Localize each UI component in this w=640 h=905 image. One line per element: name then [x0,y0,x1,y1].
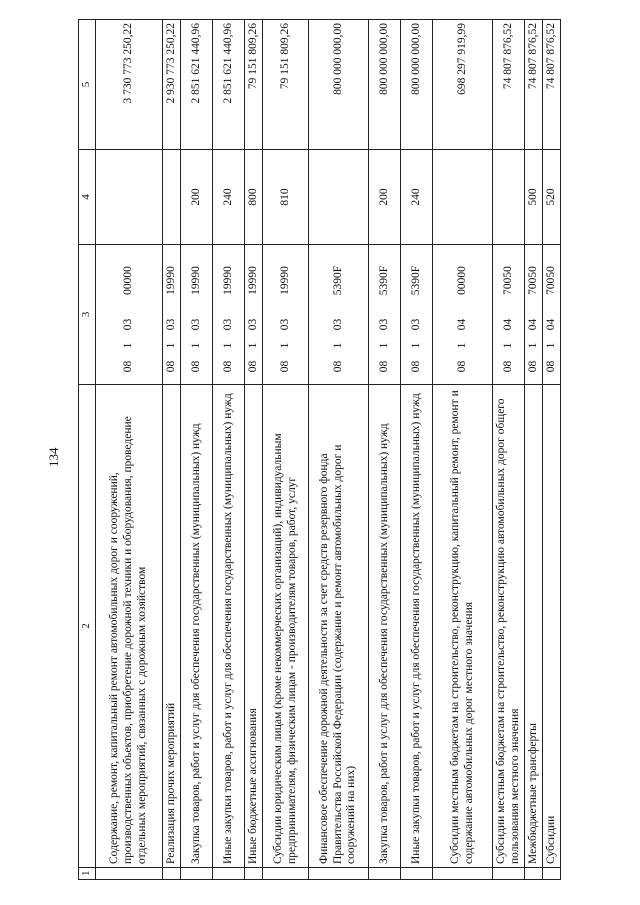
row-code-cell [263,245,309,385]
row-index-cell [245,868,263,880]
row-name-cell: Иные закупки товаров, работ и услуг для обеспечения государственных (муниципальных) нужд [401,385,433,868]
table-row [163,20,181,880]
code-subsection: 1 [278,342,291,349]
row-index-cell [163,868,181,880]
code-subsection: 1 [544,342,557,349]
row-amount-cell: 3 730 773 250,22 [96,20,163,150]
budget-table [78,19,561,880]
code-item: 70050 [544,266,557,295]
row-amount-cell: 800 000 000,00 [401,20,433,150]
code-item: 70050 [501,266,514,295]
row-index-cell [369,868,401,880]
row-amount-cell: 2 930 773 250,22 [163,20,181,150]
table-row [245,20,263,880]
code-subsection: 1 [331,342,344,349]
code-section: 08 [246,360,259,373]
row-name-cell: Субсидии местным бюджетам на строительство, реконструкцию, капитальный ремонт, ремонт и содержание автомобильных дорог местного значения [433,385,493,868]
row-index-cell [213,868,245,880]
code-section: 08 [189,360,202,373]
row-vr-cell: 800 [245,150,263,245]
row-vr-cell [96,150,163,245]
row-index-cell [309,868,369,880]
code-section: 08 [278,360,291,373]
code-item: 5390F [331,265,344,296]
code-section: 08 [331,360,344,373]
code-section: 08 [122,360,135,373]
code-subsection: 1 [409,342,422,349]
code-item: 70050 [526,266,539,295]
code-item: 19990 [164,266,177,295]
code-program: 03 [122,318,135,331]
table-row [369,20,401,880]
header-col-3: 3 [79,245,96,385]
code-subsection: 1 [246,342,259,349]
row-vr-cell: 240 [213,150,245,245]
code-section: 08 [501,360,514,373]
row-amount-cell: 74 807 876,52 [493,20,525,150]
row-code-cell [96,245,163,385]
code-program: 04 [526,318,539,331]
table-row [401,20,433,880]
row-amount-cell: 2 851 621 440,96 [181,20,213,150]
code-section: 08 [409,360,422,373]
row-vr-cell [433,150,493,245]
row-index-cell [263,868,309,880]
code-program: 03 [189,318,202,331]
code-program: 03 [278,318,291,331]
table-row [433,20,493,880]
code-program: 03 [246,318,259,331]
code-section: 08 [221,360,234,373]
table-row [309,20,369,880]
row-amount-cell: 800 000 000,00 [369,20,401,150]
row-vr-cell: 200 [181,150,213,245]
row-code-cell [213,245,245,385]
row-code-cell [543,245,561,385]
row-code-cell [525,245,543,385]
row-index-cell [433,868,493,880]
table-row [96,20,163,880]
row-code-cell [309,245,369,385]
table-body [79,20,561,880]
code-item: 5390F [377,265,390,296]
table-row [263,20,309,880]
code-program: 03 [221,318,234,331]
code-program: 04 [501,318,514,331]
row-code-cell [369,245,401,385]
table-row [525,20,543,880]
row-name-cell: Содержание, ремонт, капитальный ремонт автомобильных дорог и сооружений, производственных объектов, приобретение дорожной техники и оборудования, проведение отдельных мероприятий, связанных с дорожным хозяйством [96,385,163,868]
code-subsection: 1 [501,342,514,349]
header-col-5: 5 [79,20,96,150]
row-name-cell: Закупка товаров, работ и услуг для обеспечения государственных (муниципальных) нужд [181,385,213,868]
code-subsection: 1 [377,342,390,349]
row-code-cell [401,245,433,385]
row-code-cell [163,245,181,385]
table-row [493,20,525,880]
row-vr-cell [163,150,181,245]
code-item: 19990 [278,266,291,295]
row-index-cell [96,868,163,880]
row-vr-cell: 810 [263,150,309,245]
row-index-cell [543,868,561,880]
row-index-cell [525,868,543,880]
header-row [79,20,96,880]
code-program: 03 [409,318,422,331]
row-name-cell: Реализация прочих мероприятий [163,385,181,868]
table-row [213,20,245,880]
row-name-cell: Иные закупки товаров, работ и услуг для обеспечения государственных (муниципальных) нужд [213,385,245,868]
code-item: 19990 [189,266,202,295]
row-vr-cell: 500 [525,150,543,245]
row-vr-cell [493,150,525,245]
row-index-cell [493,868,525,880]
row-vr-cell: 200 [369,150,401,245]
code-item: 00000 [455,266,468,295]
code-program: 03 [331,318,344,331]
page-number: 134 [46,447,61,467]
code-program: 03 [377,318,390,331]
code-program: 03 [164,318,177,331]
code-section: 08 [377,360,390,373]
row-amount-cell: 74 807 876,52 [525,20,543,150]
table-row [181,20,213,880]
code-program: 04 [544,318,557,331]
row-name-cell: Иные бюджетные ассигнования [245,385,263,868]
row-index-cell [181,868,213,880]
code-item: 19990 [246,266,259,295]
header-col-2: 2 [79,385,96,868]
code-subsection: 1 [455,342,468,349]
row-name-cell: Субсидии [543,385,561,868]
row-code-cell [245,245,263,385]
row-name-cell: Финансовое обеспечение дорожной деятельности за счет средств резервного фонда Правительства Российской Федерации (содержание и ремонт автомобильных дорог и сооружений на них) [309,385,369,868]
code-item: 00000 [122,266,135,295]
code-subsection: 1 [189,342,202,349]
table-row [543,20,561,880]
code-subsection: 1 [221,342,234,349]
row-code-cell [493,245,525,385]
row-amount-cell: 79 151 809,26 [263,20,309,150]
code-section: 08 [526,360,539,373]
code-subsection: 1 [526,342,539,349]
row-code-cell [181,245,213,385]
code-subsection: 1 [122,342,135,349]
row-vr-cell: 520 [543,150,561,245]
code-section: 08 [455,360,468,373]
row-name-cell: Закупка товаров, работ и услуг для обеспечения государственных (муниципальных) нужд [369,385,401,868]
code-program: 04 [455,318,468,331]
row-amount-cell: 74 807 876,52 [543,20,561,150]
row-vr-cell [309,150,369,245]
row-name-cell: Субсидии местным бюджетам на строительство, реконструкцию автомобильных дорог общего пользования местного значения [493,385,525,868]
code-item: 19990 [221,266,234,295]
row-amount-cell: 800 000 000,00 [309,20,369,150]
row-amount-cell: 2 851 621 440,96 [213,20,245,150]
row-index-cell [401,868,433,880]
code-item: 5390F [409,265,422,296]
row-amount-cell: 79 151 809,26 [245,20,263,150]
code-section: 08 [544,360,557,373]
code-subsection: 1 [164,342,177,349]
header-col-1: 1 [79,868,96,880]
row-name-cell: Субсидии юридическим лицам (кроме некоммерческих организаций), индивидуальным предпринимателям, физическим лицам - производителям товаров, работ, услуг [263,385,309,868]
row-code-cell [433,245,493,385]
row-amount-cell: 698 297 919,99 [433,20,493,150]
code-section: 08 [164,360,177,373]
row-name-cell: Межбюджетные трансферты [525,385,543,868]
row-vr-cell: 240 [401,150,433,245]
header-col-4: 4 [79,150,96,245]
